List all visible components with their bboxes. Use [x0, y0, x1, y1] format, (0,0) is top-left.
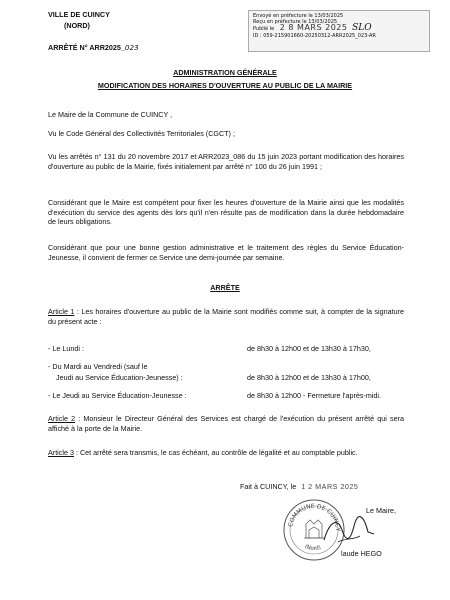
mayor-name: laude HEGO	[341, 549, 382, 558]
article-1	[48, 307, 404, 326]
vu-arretes: Vu les arrêtés n° 131 du 20 novembre 2017 et ARR2023_086 du 15 juin 2023 portant modification des horaires d'ouverture au public de la Mairie, fixés initialement par arrêté n° 100 du 26 juin 1991 ;	[48, 152, 404, 171]
stamp-received-line: Reçu en préfecture le 13/03/2025	[253, 19, 338, 26]
stamp-handwritten-initials: SLO	[352, 23, 372, 34]
city-name: VILLE DE CUINCY	[48, 10, 110, 19]
schedule-day-lundi: - Le Lundi :	[48, 344, 84, 353]
title-line-1: ADMINISTRATION GÉNÉRALE	[173, 68, 277, 77]
stamp-published-line	[249, 25, 429, 32]
arrete-reference	[48, 43, 139, 53]
schedule-hours-mardi-vendredi: de 8h30 à 12h00 et de 13h30 à 17h00,	[247, 373, 371, 382]
schedule-day-mardi-vendredi-cont: Jeudi au Service Éducation-Jeunesse) :	[56, 373, 183, 382]
article-2-label: Article 2	[48, 414, 76, 423]
considerant-2: Considérant que pour une bonne gestion administrative et le traitement des règles du Service Éducation-Jeunesse, il convient de fermer ce Service une demi-journée par semaine.	[48, 243, 404, 262]
stamp-published-label: Publié le	[253, 26, 275, 33]
article-3	[48, 448, 404, 458]
arrete-number: 023	[124, 43, 139, 52]
considerant-1: Considérant que le Maire est compétent pour fixer les heures d'ouverture de la Mairie ainsi que les modalités d'exécution du service des agents dès lors qu'il n'en résulte pas de modification dans la durée hebdomadaire de leurs obligations.	[48, 198, 404, 227]
fait-a	[240, 482, 358, 492]
seal-bottom-text: (Nord)	[303, 543, 322, 553]
department: (NORD)	[64, 21, 90, 30]
article-3-text: : Cet arrêté sera transmis, le cas échéant, au contrôle de légalité et au comptable public.	[75, 448, 358, 457]
schedule-hours-lundi: de 8h30 à 12h00 et de 13h30 à 17h30,	[247, 344, 371, 353]
article-3-label: Article 3	[48, 448, 74, 457]
article-1-label: Article 1	[48, 307, 75, 316]
fait-label: Fait à CUINCY, le	[240, 482, 297, 491]
vu-cgct: Vu le Code Général des Collectivités Territoriales (CGCT) ;	[48, 129, 235, 138]
schedule-day-jeudi: - Le Jeudi au Service Éducation-Jeunesse :	[48, 391, 187, 400]
arrete-heading: ARRÊTE	[210, 283, 240, 292]
title-line-2: MODIFICATION DES HORAIRES D'OUVERTURE AU PUBLIC DE LA MAIRIE	[97, 81, 353, 90]
schedule-day-mardi-vendredi: - Du Mardi au Vendredi (sauf le	[48, 362, 148, 371]
article-2	[48, 414, 404, 433]
signature-icon	[320, 512, 380, 548]
seal-top-text: COMMUNE DE CUINCY	[287, 502, 342, 532]
prefecture-stamp	[248, 10, 430, 52]
intro-line: Le Maire de la Commune de CUINCY ,	[48, 110, 173, 119]
schedule-hours-jeudi: de 8h30 à 12h00 - Fermeture l'après-midi.	[247, 391, 382, 400]
article-1-text: : Les horaires d'ouverture au public de la Mairie sont modifiés comme suit, à compter de la signature du présent acte :	[48, 307, 404, 326]
arrete-ref-label: ARRÊTÉ N° ARR2025_	[48, 43, 125, 52]
article-2-text: : Monsieur le Directeur Général des Services est chargé de l'exécution du présent arrêté qui sera affiché à la porte de la Mairie.	[48, 414, 404, 433]
signature-date-stamp: 1 2 MARS 2025	[301, 482, 359, 491]
stamp-published-date: 2 8 MARS 2025	[279, 23, 348, 33]
stamp-id-line: ID : 059-215901660-20250312-ARR2025_023-AR	[253, 32, 376, 39]
stamp-sent-line: Envoyé en préfecture le 13/03/2025	[253, 13, 344, 19]
mayor-role: Le Maire,	[366, 506, 396, 515]
